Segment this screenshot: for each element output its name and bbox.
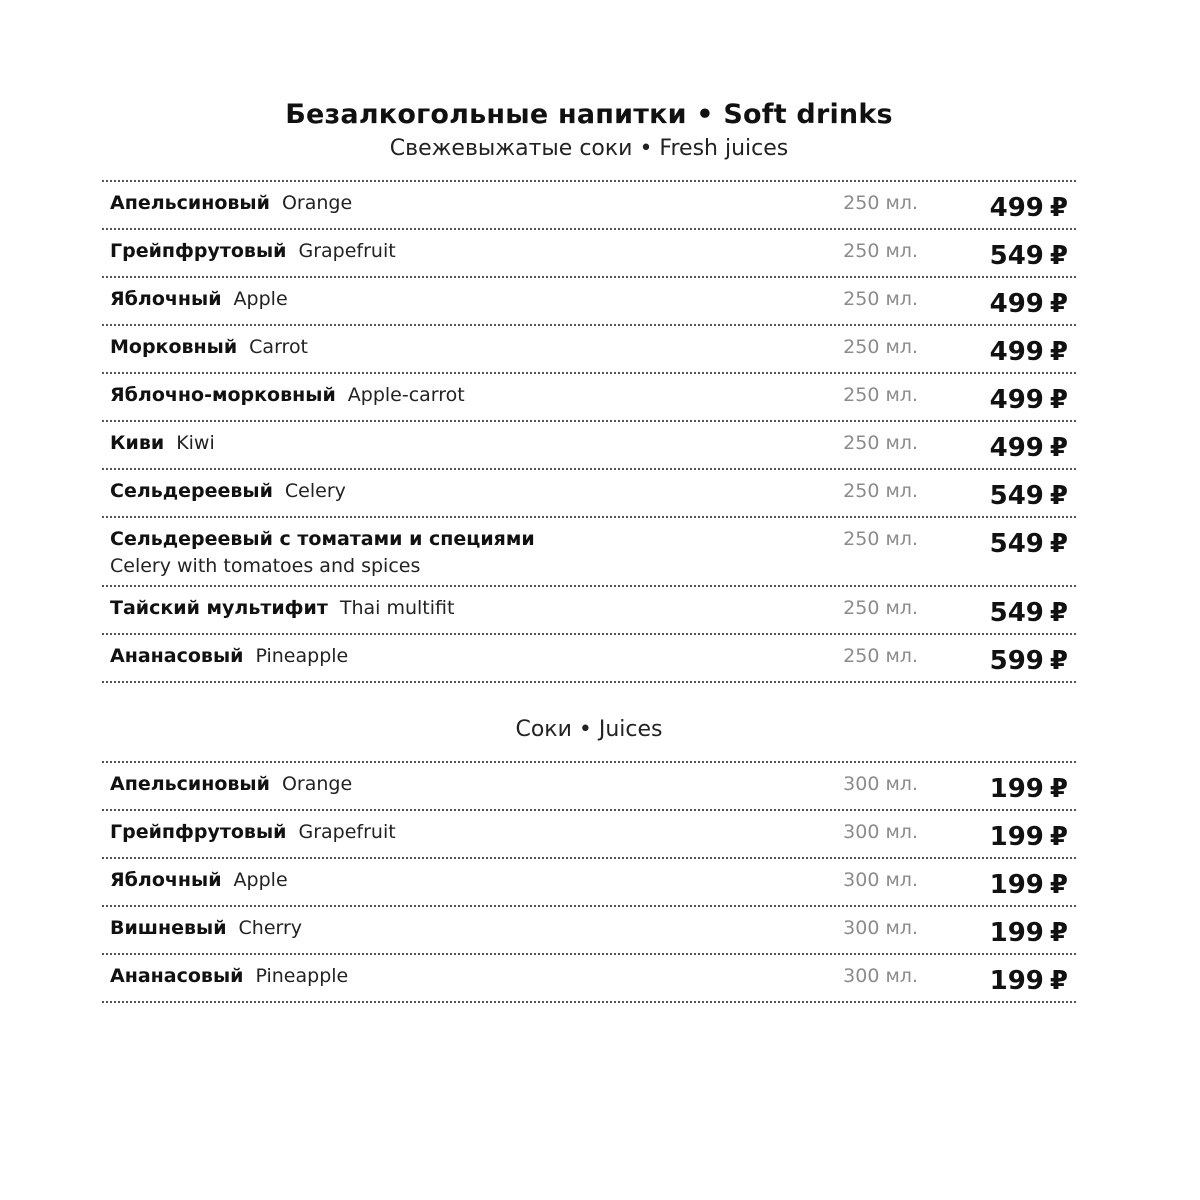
list-item	[102, 182, 1076, 230]
list-item	[102, 470, 1076, 518]
ruble-icon: ₽	[1049, 598, 1068, 628]
spacer	[102, 745, 1076, 761]
item-name	[110, 526, 798, 580]
item-price	[958, 918, 1068, 948]
list-item	[102, 763, 1076, 811]
ruble-icon: ₽	[1049, 241, 1068, 271]
item-name	[110, 334, 798, 361]
item-name-en: Apple	[233, 869, 288, 891]
ruble-icon: ₽	[1049, 918, 1068, 948]
price-value: 549	[989, 241, 1044, 271]
list-item	[102, 230, 1076, 278]
item-volume: 250 мл.	[843, 288, 918, 310]
item-name-en: Kiwi	[176, 432, 215, 454]
list-item	[102, 278, 1076, 326]
spacer	[102, 164, 1076, 180]
list-item	[102, 422, 1076, 470]
item-name-ru: Морковный	[110, 336, 238, 358]
item-price	[958, 870, 1068, 900]
item-name-ru: Тайский мультифит	[110, 597, 328, 619]
ruble-icon: ₽	[1049, 966, 1068, 996]
item-name	[110, 478, 798, 505]
ruble-icon: ₽	[1049, 337, 1068, 367]
list-item	[102, 907, 1076, 955]
ruble-icon: ₽	[1049, 822, 1068, 852]
item-volume: 250 мл.	[843, 528, 918, 550]
list-item	[102, 955, 1076, 1003]
list-item	[102, 587, 1076, 635]
price-value: 199	[989, 870, 1044, 900]
item-name-ru: Апельсиновый	[110, 192, 270, 214]
item-price	[958, 433, 1068, 463]
item-volume: 250 мл.	[843, 432, 918, 454]
menu-page	[102, 96, 1076, 1003]
item-name-ru: Яблочный	[110, 288, 222, 310]
item-volume: 250 мл.	[843, 480, 918, 502]
item-name-ru: Сельдереевый	[110, 480, 273, 502]
spacer	[102, 683, 1076, 715]
price-value: 199	[989, 822, 1044, 852]
item-name	[110, 238, 798, 265]
fresh-juices-subtitle: Свежевыжатые соки • Fresh juices	[389, 136, 789, 161]
item-name-en: Pineapple	[255, 965, 349, 987]
item-volume: 250 мл.	[843, 645, 918, 667]
price-value: 199	[989, 966, 1044, 996]
menu-title: Безалкогольные напитки • Soft drinks	[285, 99, 893, 130]
item-price	[958, 385, 1068, 415]
item-name-en: Celery with tomatoes and spices	[110, 555, 421, 577]
price-value: 499	[989, 385, 1044, 415]
item-price	[958, 193, 1068, 223]
price-value: 549	[989, 598, 1044, 628]
price-value: 199	[989, 774, 1044, 804]
item-volume: 300 мл.	[843, 917, 918, 939]
item-name-ru: Сельдереевый с томатами и специями	[110, 528, 535, 550]
item-volume: 250 мл.	[843, 240, 918, 262]
item-name-ru: Апельсиновый	[110, 773, 270, 795]
item-price	[958, 598, 1068, 628]
ruble-icon: ₽	[1049, 289, 1068, 319]
price-value: 199	[989, 918, 1044, 948]
item-name-en: Apple	[233, 288, 288, 310]
price-value: 599	[989, 646, 1044, 676]
item-volume: 300 мл.	[843, 965, 918, 987]
item-price	[958, 646, 1068, 676]
item-name	[110, 963, 798, 990]
price-value: 499	[989, 337, 1044, 367]
item-name-en: Celery	[284, 480, 346, 502]
ruble-icon: ₽	[1049, 433, 1068, 463]
item-price	[958, 774, 1068, 804]
item-name-ru: Грейпфрутовый	[110, 821, 287, 843]
item-name-ru: Ананасовый	[110, 645, 244, 667]
item-name-en: Cherry	[238, 917, 303, 939]
item-volume: 250 мл.	[843, 192, 918, 214]
price-value: 499	[989, 193, 1044, 223]
item-price	[958, 822, 1068, 852]
item-volume: 300 мл.	[843, 773, 918, 795]
price-value: 499	[989, 289, 1044, 319]
item-name	[110, 915, 798, 942]
item-name	[110, 190, 798, 217]
item-name-ru: Вишневый	[110, 917, 227, 939]
ruble-icon: ₽	[1049, 529, 1068, 559]
item-name-ru: Яблочный	[110, 869, 222, 891]
list-item	[102, 518, 1076, 587]
item-price	[958, 241, 1068, 271]
item-name	[110, 595, 798, 622]
price-value: 549	[989, 529, 1044, 559]
price-value: 549	[989, 481, 1044, 511]
item-name-ru: Яблочно-морковный	[110, 384, 336, 406]
ruble-icon: ₽	[1049, 481, 1068, 511]
list-item	[102, 859, 1076, 907]
item-name-en: Orange	[281, 773, 353, 795]
item-volume: 250 мл.	[843, 336, 918, 358]
list-item	[102, 811, 1076, 859]
item-price	[958, 529, 1068, 559]
item-name-en: Grapefruit	[298, 240, 396, 262]
price-value: 499	[989, 433, 1044, 463]
juices-subtitle: Соки • Juices	[515, 717, 663, 742]
ruble-icon: ₽	[1049, 193, 1068, 223]
item-name-en: Carrot	[249, 336, 309, 358]
item-name	[110, 286, 798, 313]
item-name-ru: Киви	[110, 432, 165, 454]
ruble-icon: ₽	[1049, 646, 1068, 676]
item-volume: 250 мл.	[843, 597, 918, 619]
list-item	[102, 374, 1076, 422]
item-volume: 300 мл.	[843, 869, 918, 891]
item-price	[958, 966, 1068, 996]
fresh-juices-list	[102, 182, 1076, 683]
item-name	[110, 867, 798, 894]
item-name	[110, 430, 798, 457]
item-name-en: Grapefruit	[298, 821, 396, 843]
item-name-ru: Грейпфрутовый	[110, 240, 287, 262]
item-volume: 250 мл.	[843, 384, 918, 406]
item-volume: 300 мл.	[843, 821, 918, 843]
item-name-en: Thai multifit	[339, 597, 455, 619]
item-price	[958, 337, 1068, 367]
ruble-icon: ₽	[1049, 385, 1068, 415]
item-price	[958, 289, 1068, 319]
item-name	[110, 819, 798, 846]
item-name	[110, 382, 798, 409]
item-name	[110, 643, 798, 670]
ruble-icon: ₽	[1049, 870, 1068, 900]
item-name-en: Apple-carrot	[347, 384, 465, 406]
item-name	[110, 771, 798, 798]
item-name-ru: Ананасовый	[110, 965, 244, 987]
item-name-en: Pineapple	[255, 645, 349, 667]
item-price	[958, 481, 1068, 511]
list-item	[102, 326, 1076, 374]
ruble-icon: ₽	[1049, 774, 1068, 804]
item-name-en: Orange	[281, 192, 353, 214]
juices-list	[102, 763, 1076, 1003]
list-item	[102, 635, 1076, 683]
